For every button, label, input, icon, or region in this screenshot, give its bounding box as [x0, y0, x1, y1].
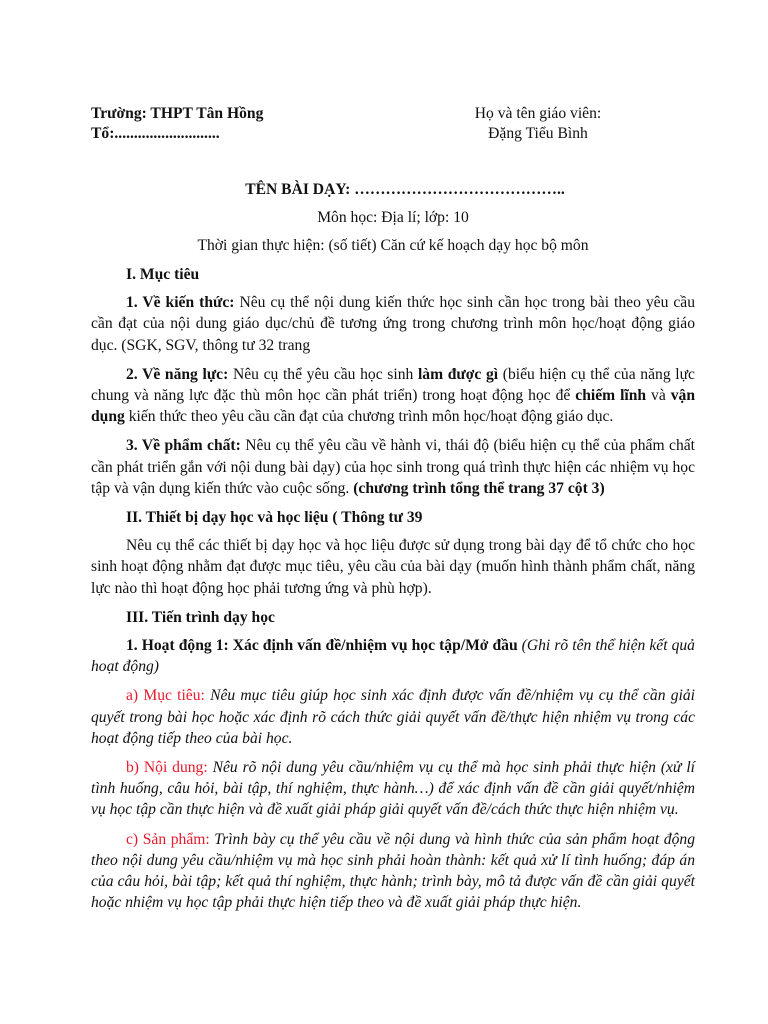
document-body — [91, 180, 695, 921]
knowledge-label: 1. Về kiến thức: — [126, 294, 235, 312]
group-name: Tổ:........................... — [91, 125, 220, 142]
activity1-note: (Ghi rõ tên thể hiện kết quả hoạt động) — [91, 637, 695, 676]
knowledge-paragraph — [91, 292, 695, 356]
section-heading-objectives: I. Mục tiêu — [126, 266, 200, 283]
subject-line: Môn học: Địa lí; lớp: 10 — [317, 209, 469, 226]
product-label: c) Sản phẩm: — [126, 830, 210, 848]
section-heading-process: III. Tiến trình dạy học — [126, 608, 275, 626]
duration-line: Thời gian thực hiện: (số tiết) Căn cứ kế hoạch dạy học bộ môn — [197, 237, 589, 254]
activity1-paragraph — [91, 635, 695, 677]
product-paragraph — [91, 829, 695, 914]
objective-label: a) Mục tiêu: — [126, 687, 205, 705]
competence-label: 2. Về năng lực: — [126, 365, 229, 383]
competence-bold-2: chiếm lĩnh — [575, 387, 647, 405]
product-text: Trình bày cụ thể yêu cầu về nội dung và hình thức của sản phẩm hoạt động theo nội dung yêu cầu/nhiệm vụ mà học sinh phải hoàn thành: kết quả xử lí tình huống; đáp án của câu hỏi, bài tập; kết quả thí nghiệm, thực hành; trình bày, mô tả được vấn đề cần giải quyết hoặc nhiệm vụ học tập phải thực hiện tiếp theo và đề xuất giải pháp thực hiện. — [91, 830, 695, 912]
quality-paragraph — [91, 435, 695, 499]
quality-reference: (chương trình tổng thể trang 37 cột 3) — [353, 479, 605, 497]
header-right — [462, 104, 614, 144]
competence-text-2: (biểu hiện cụ thể của năng lực chung và năng lực đặc thù môn học cần phát triển) trong hoạt động học để — [91, 365, 695, 405]
competence-paragraph — [91, 364, 695, 428]
activity1-label: 1. Hoạt động 1: Xác định vấn đề/nhiệm vụ học tập/Mở đầu — [126, 637, 518, 655]
teacher-name: Đặng Tiểu Bình — [488, 125, 588, 142]
competence-text-1: Nêu cụ thể yêu cầu học sinh — [228, 365, 418, 383]
teacher-label: Họ và tên giáo viên: — [474, 105, 602, 122]
knowledge-text: Nêu cụ thể nội dung kiến thức học sinh cần học trong bài theo yêu cầu cần đạt của nội dung giáo dục/chủ đề tương ứng trong chương trình môn học/hoạt động giáo dục. (SGK, SGV, thông tư 32 trang — [91, 294, 695, 354]
competence-bold-3: vận dụng — [91, 387, 696, 426]
objective-paragraph — [91, 685, 695, 749]
quality-label: 3. Về phẩm chất: — [126, 437, 241, 455]
school-name: Trường: THPT Tân Hồng — [91, 105, 264, 122]
quality-text: Nêu cụ thể yêu cầu về hành vi, thái độ (biểu hiện cụ thể của phẩm chất cần phát triển gắn với nội dung bài dạy) của học sinh trong quá trình thực hiện các nhiệm vụ học tập và vận dụng kiến thức vào cuộc sống. — [91, 437, 696, 497]
competence-text-4: kiến thức theo yêu cầu cần đạt của chương trình môn học/hoạt động giáo dục. — [124, 408, 614, 426]
content-text: Nêu rõ nội dung yêu cầu/nhiệm vụ cụ thể mà học sinh phải thực hiện (xử lí tình huống, câu hỏi, bài tập, thí nghiệm, thực hành…) để xác định vấn đề cần giải quyết/nhiệm vụ học tập cần thực hiện và đề xuất giải pháp giải quyết vấn đề/cách thức thực hiện nhiệm vụ. — [91, 759, 695, 819]
competence-bold-1: làm được gì — [417, 365, 499, 383]
section-heading-equipment: II. Thiết bị dạy học và học liệu ( Thông tư 39 — [126, 509, 423, 527]
equipment-paragraph: Nêu cụ thể các thiết bị dạy học và học liệu được sử dụng trong bài dạy để tổ chức cho học sinh hoạt động nhằm đạt được mục tiêu, yêu cầu của bài dạy (muốn hình thành phẩm chất, năng lực nào thì hoạt động học phải tương ứng và phù hợp). — [91, 537, 695, 597]
objective-text: Nêu mục tiêu giúp học sinh xác định được vấn đề/nhiệm vụ cụ thể cần giải quyết trong bài học hoặc xác định rõ cách thức giải quyết vấn đề/thực hiện nhiệm vụ trong các hoạt động tiếp theo của bài học. — [91, 687, 695, 747]
content-label: b) Nội dung: — [126, 759, 208, 777]
content-paragraph — [91, 757, 695, 821]
competence-text-3: và — [646, 387, 671, 405]
lesson-title: TÊN BÀI DẠY: ………………………………….. — [245, 181, 565, 198]
header-left — [91, 104, 263, 144]
